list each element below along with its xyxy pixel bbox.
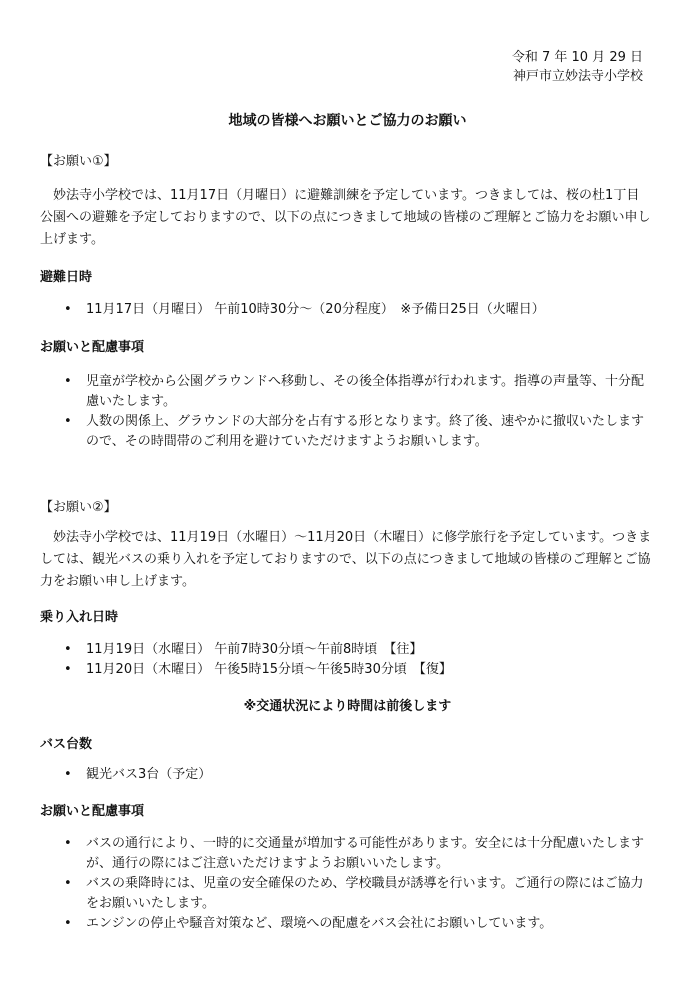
- list-item: [40, 412, 652, 452]
- request-2-date-item: 11月20日（木曜日） 午後5時15分頃～午後5時30分頃: [86, 662, 407, 677]
- request-2-paragraph-block: [40, 527, 652, 593]
- request-1-date-item: 11月17日（月曜日） 午前10時30分～（20分程度） ※予備日25日（火曜日）: [86, 302, 545, 317]
- list-item: [40, 765, 652, 785]
- issue-date: 令和 7 年 10 月 29 日: [511, 50, 643, 65]
- bullet: •: [64, 916, 72, 931]
- trip-direction-tag: 【往】: [383, 642, 423, 657]
- list-item: [40, 914, 652, 934]
- list-item: [40, 874, 652, 914]
- request-2-note: バスの通行により、一時的に交通量が増加する可能性があります。安全には十分配慮いたしますが、通行の際にはご注意いただけますようお願いいたします。: [86, 836, 644, 871]
- bullet: •: [64, 767, 72, 782]
- trip-direction-tag: 【復】: [412, 662, 452, 677]
- list-item: [40, 300, 652, 320]
- request-2-note: エンジンの停止や騒音対策など、環境への配慮をバス会社にお願いしています。: [86, 916, 553, 931]
- bullet: •: [64, 374, 72, 389]
- bullet: •: [64, 642, 72, 657]
- request-2-date-heading-block: [40, 606, 652, 625]
- request-2-notes-heading: お願いと配慮事項: [40, 804, 145, 819]
- list-item: [40, 372, 652, 412]
- request-1-notes-heading: お願いと配慮事項: [40, 340, 145, 355]
- list-item: [40, 660, 652, 680]
- bullet: •: [64, 302, 72, 317]
- request-1-date-heading-block: [40, 266, 652, 285]
- request-2-date-item: 11月19日（水曜日） 午前7時30分頃～午前8時頃: [86, 642, 378, 657]
- bullet: •: [64, 662, 72, 677]
- request-1-note: 児童が学校から公園グラウンドへ移動し、その後全体指導が行われます。指導の声量等、十分配慮いたします。: [86, 374, 644, 409]
- request-2-notes-list: [40, 834, 652, 934]
- bullet: •: [64, 876, 72, 891]
- request-2-paragraph: 妙法寺小学校では、11月19日（水曜日）～11月20日（木曜日）に修学旅行を予定しています。つきましては、観光バスの乗り入れを予定しておりますので、以下の点につきまして地域の皆様のご理解とご協力をお願い申し上げます。: [40, 530, 652, 589]
- request-1-date-list: [40, 300, 652, 320]
- request-2-note: バスの乗降時には、児童の安全確保のため、学校職員が誘導を行います。ご通行の際にはご協力をお願いいたします。: [86, 876, 644, 911]
- request-1-label-block: [40, 150, 652, 169]
- request-1-date-heading: 避難日時: [40, 270, 93, 285]
- bus-list: [40, 765, 652, 785]
- document-title: 地域の皆様へお願いとご協力のお願い: [228, 113, 467, 129]
- traffic-note: ※交通状況により時間は前後します: [243, 699, 452, 714]
- bullet: •: [64, 836, 72, 851]
- request-2-notes-heading-block: [40, 800, 652, 819]
- request-1-paragraph: 妙法寺小学校では、11月17日（月曜日）に避難訓練を予定しています。つきましては、桜の杜1丁目公園への避難を予定しておりますので、以下の点につきまして地域の皆様のご理解とご協力をお願い申し上げます。: [40, 188, 651, 247]
- request-1-notes-list: [40, 372, 652, 452]
- request-1-note: 人数の関係上、グラウンドの大部分を占有する形となります。終了後、速やかに撤収いたしますので、その時間帯のご利用を避けていただけますようお願いします。: [86, 414, 644, 449]
- school-name: 神戸市立妙法寺小学校: [512, 69, 643, 84]
- request-2-date-list: [40, 640, 652, 680]
- list-item: [40, 834, 652, 874]
- bus-heading-block: [40, 733, 652, 752]
- document-header: [512, 48, 643, 86]
- request-1-label: 【お願い①】: [40, 154, 117, 169]
- request-1-paragraph-block: [40, 185, 652, 251]
- request-2-date-heading: 乗り入れ日時: [40, 610, 119, 625]
- bus-count-item: 観光バス3台（予定）: [86, 767, 212, 782]
- bus-count-heading: バス台数: [40, 737, 93, 752]
- list-item: [40, 640, 652, 660]
- request-2-label-block: [40, 496, 652, 515]
- bullet: •: [64, 414, 72, 429]
- request-2-label: 【お願い②】: [40, 500, 117, 515]
- request-1-notes-heading-block: [40, 336, 652, 355]
